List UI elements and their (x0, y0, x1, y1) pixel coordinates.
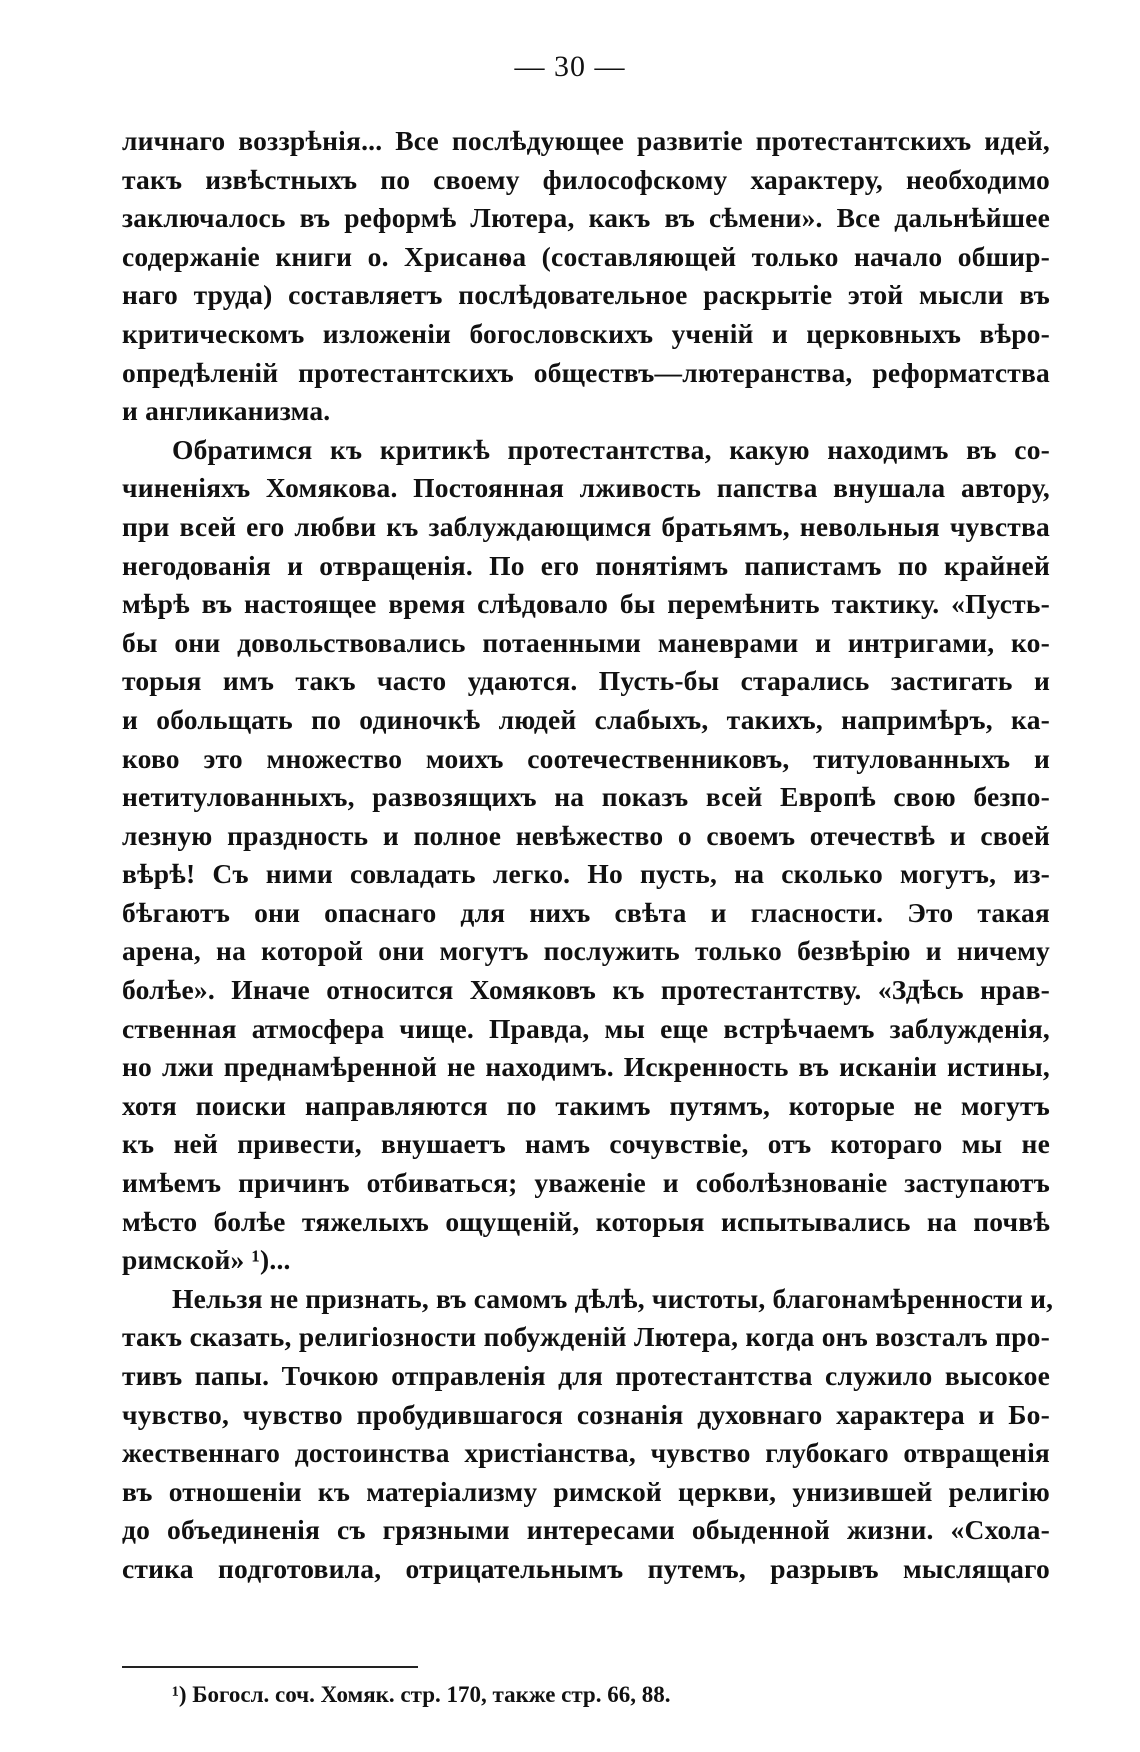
text-line: такъ извѣстныхъ по своему философскому характеру, необходимо (122, 163, 1050, 195)
text-line: критическомъ изложеніи богословскихъ ученій и церковныхъ вѣро- (122, 317, 1050, 349)
text-line: чувство, чувство пробудившагося сознанія духовнаго характера и Бо- (122, 1398, 1050, 1430)
text-line: и обольщать по одиночкѣ людей слабыхъ, такихъ, напримѣръ, ка- (122, 703, 1050, 735)
text-line: хотя поиски направляются по такимъ путямъ, которые не могутъ (122, 1089, 1050, 1121)
body-text (122, 122, 1054, 1589)
text-line: лезную праздность и полное невѣжество о своемъ отечествѣ и своей (122, 819, 1050, 851)
text-line: бы они довольствовались потаенными маневрами и интригами, ко- (122, 626, 1050, 658)
text-line: болѣе». Иначе относится Хомяковъ къ протестантству. «Здѣсь нрав- (122, 974, 1050, 1006)
text-line: нетитулованныхъ, развозящихъ на показъ всей Европѣ свою безпо- (122, 781, 1050, 813)
text-line: имѣемъ причинъ отбиваться; уваженіе и соболѣзнованіе заступаютъ (122, 1167, 1050, 1199)
paragraph-2 (122, 431, 1050, 1280)
text-line: ственная атмосфера чище. Правда, мы еще встрѣчаемъ заблужденія, (122, 1012, 1050, 1044)
text-line: Обратимся къ критикѣ протестантства, какую находимъ въ со- (172, 433, 1050, 465)
text-line: личнаго воззрѣнія... Все послѣдующее развитіе протестантскихъ идей, (122, 125, 1050, 156)
text-line: и англиканизма. (122, 395, 331, 427)
text-line: ково это множество моихъ соотечественниковъ, титулованныхъ и (122, 742, 1050, 774)
footnote-divider (122, 1666, 418, 1668)
text-line: торыя имъ такъ часто удаются. Пусть-бы старались застигать и (122, 665, 1050, 697)
text-line: жественнаго достоинства христіанства, чувство глубокаго отвращенія (122, 1437, 1050, 1469)
text-line: римской» ¹)... (122, 1244, 291, 1276)
text-line: въ отношеніи къ матеріализму римской церкви, унизившей религію (122, 1475, 1050, 1507)
text-line: при всей его любви къ заблуждающимся братьямъ, невольныя чувства (122, 510, 1050, 542)
text-line: тивъ папы. Точкою отправленія для протестантства служило высокое (122, 1360, 1050, 1391)
paragraph-1 (122, 122, 1050, 431)
text-line: къ ней привести, внушаетъ намъ сочувствіе, отъ котораго мы не (122, 1128, 1050, 1160)
text-line: мѣрѣ въ настоящее время слѣдовало бы перемѣнить тактику. «Пусть- (122, 588, 1050, 620)
text-line: Нельзя не признать, въ самомъ дѣлѣ, чистоты, благонамѣренности и, (172, 1282, 1054, 1314)
paragraph-3 (122, 1280, 1054, 1589)
text-line: заключалось въ реформѣ Лютера, какъ въ сѣмени». Все дальнѣйшее (122, 202, 1050, 234)
text-line: опредѣленій протестантскихъ обществъ—лютеранства, реформатства (122, 356, 1050, 388)
text-line: вѣрѣ! Съ ними совладать легко. Но пусть, на сколько могутъ, из- (122, 858, 1050, 890)
text-line: но лжи преднамѣренной не находимъ. Искренность въ исканіи истины, (122, 1051, 1050, 1083)
text-line: арена, на которой они могутъ послужить только безвѣрію и ничему (122, 935, 1050, 967)
footnote: ¹) Богосл. соч. Хомяк. стр. 170, также стр. 66, 88. (172, 1682, 671, 1707)
text-line: содержаніе книги о. Хрисанѳа (составляющей только начало обшир- (122, 240, 1050, 272)
text-line: до объединенія съ грязными интересами обыденной жизни. «Схола- (122, 1514, 1050, 1546)
text-line: мѣсто болѣе тяжелыхъ ощущеній, которыя испытывались на почвѣ (122, 1205, 1050, 1237)
page-number: — 30 — (514, 50, 626, 83)
text-line: наго труда) составляетъ послѣдовательное раскрытіе этой мысли въ (122, 279, 1050, 311)
text-line: бѣгаютъ они опаснаго для нихъ свѣта и гласности. Это такая (122, 896, 1050, 928)
text-line: такъ сказать, религіозности побужденій Лютера, когда онъ возсталъ про- (122, 1321, 1050, 1353)
text-line: негодованія и отвращенія. По его понятіямъ папистамъ по крайней (122, 549, 1050, 581)
text-line: чиненіяхъ Хомякова. Постоянная лживость папства внушала автору, (122, 472, 1050, 504)
text-line: стика подготовила, отрицательнымъ путемъ, разрывъ мыслящаго (122, 1552, 1050, 1584)
